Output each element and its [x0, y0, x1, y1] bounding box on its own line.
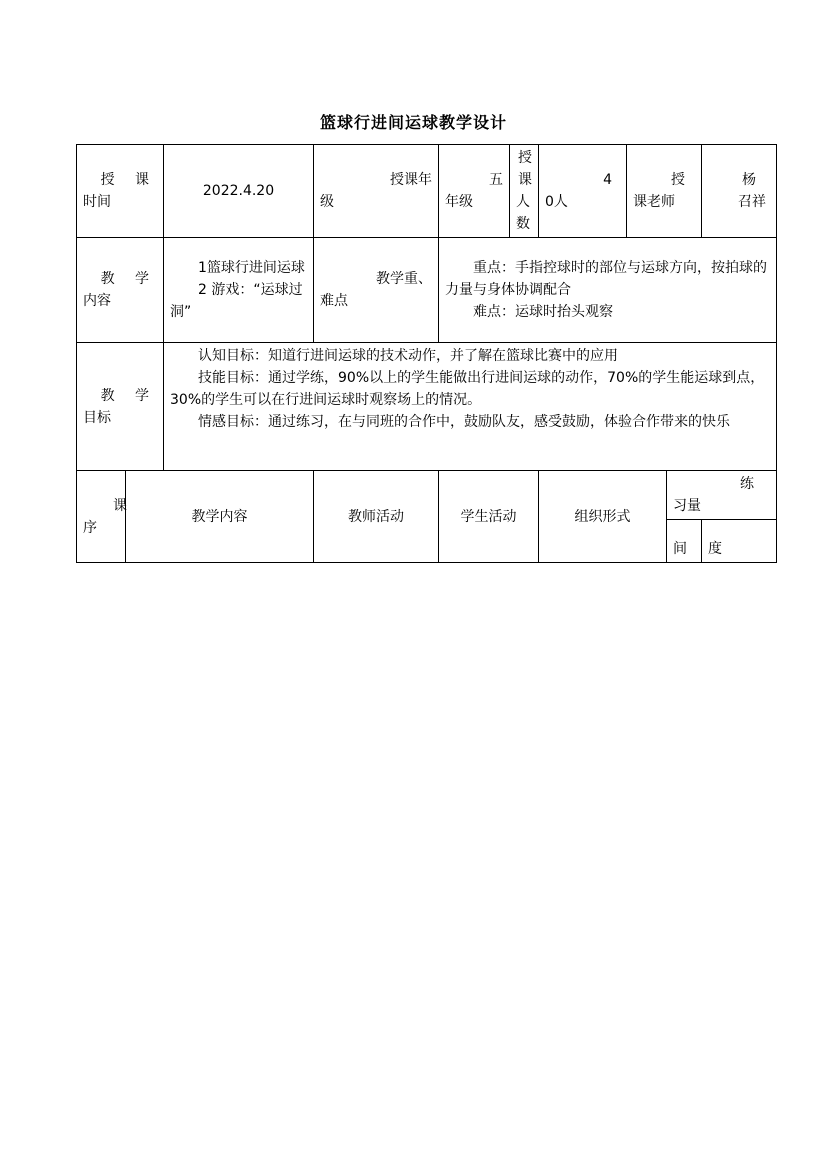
- grade-value-bottom: 年级: [445, 194, 474, 210]
- goals-text-cell: [164, 343, 777, 471]
- teacher-label-bottom: 课老师: [633, 194, 676, 210]
- key-point: 重点：手指控球时的部位与运球方向，按拍球的力量与身体协调配合: [445, 260, 768, 298]
- date-label-cell: [77, 145, 164, 238]
- difficulty-point: 难点：运球时抬头观察: [473, 304, 614, 320]
- load-header: [667, 471, 777, 520]
- content-label-cell: [77, 238, 164, 343]
- lesson-plan-table: [76, 144, 777, 563]
- student-activity-header: 学生活动: [439, 471, 539, 563]
- teacher-value-top: 杨: [742, 172, 757, 188]
- content-header: 教学内容: [126, 471, 314, 563]
- count-value-bottom: 0人: [545, 194, 568, 210]
- grade-label-top: 授课年: [390, 172, 433, 188]
- sequence-label-top: 课: [113, 497, 127, 514]
- goals-label-cell: [77, 343, 164, 471]
- grade-label-cell: [314, 145, 439, 238]
- goals-label-top: 教 学: [100, 387, 158, 404]
- date-label-bottom: 时间: [83, 194, 111, 210]
- load-header-bottom: 习量: [673, 498, 702, 514]
- grade-label-bottom: 级: [320, 194, 335, 210]
- date-value: 2022.4.20: [164, 145, 314, 238]
- process-header-row: [77, 471, 777, 520]
- count-label-top: 授 课: [518, 150, 533, 188]
- grade-value-top: 五: [489, 172, 504, 188]
- cognitive-goal: 认知目标：知道行进间运球的技术动作，并了解在篮球比赛中的应用: [198, 348, 619, 364]
- load-header-top: 练: [740, 476, 755, 492]
- teacher-label-cell: [627, 145, 702, 238]
- teacher-activity-header: 教师活动: [314, 471, 439, 563]
- focus-label-bottom: 难点: [320, 293, 349, 309]
- organization-header: 组织形式: [539, 471, 667, 563]
- count-value-cell: [539, 145, 627, 238]
- page-title: 篮球行进间运球教学设计: [319, 113, 507, 132]
- focus-label-cell: [314, 238, 439, 343]
- focus-label-top: 教学重、: [376, 271, 433, 287]
- goals-label-bottom: 目标: [83, 409, 111, 426]
- sequence-label-cell: [77, 471, 126, 563]
- count-value-top: 4: [603, 172, 613, 188]
- content-item-2: 2 游戏：“运球过洞”: [170, 282, 303, 320]
- intensity-header: 度: [702, 520, 777, 563]
- content-item-1: 1篮球行进间运球: [198, 260, 305, 276]
- emotional-goal: 情感目标：通过练习，在与同班的合作中，鼓励队友，感受鼓励，体验合作带来的快乐: [198, 414, 731, 430]
- skill-goal: 技能目标：通过学练，90%以上的学生能做出行进间运球的动作，70%的学生能运球到点，30%的学生可以在行进间运球时观察场上的情况。: [170, 370, 765, 408]
- content-row: [77, 238, 777, 343]
- count-label-bottom: 人数: [516, 194, 531, 232]
- info-row: [77, 145, 777, 238]
- date-label-top: 授 课: [100, 172, 158, 188]
- teacher-value-bottom: 召祥: [738, 194, 767, 210]
- teacher-value-cell: [702, 145, 777, 238]
- teacher-label-top: 授: [671, 172, 686, 188]
- goals-row: [77, 343, 777, 471]
- focus-points-cell: [439, 238, 777, 343]
- grade-value-cell: [439, 145, 539, 238]
- content-label-bottom: 内容: [83, 293, 111, 309]
- content-items-cell: [164, 238, 314, 343]
- content-label-top: 教 学: [100, 271, 158, 287]
- sequence-label-bottom: 序: [83, 519, 97, 536]
- time-header: 间: [667, 520, 702, 563]
